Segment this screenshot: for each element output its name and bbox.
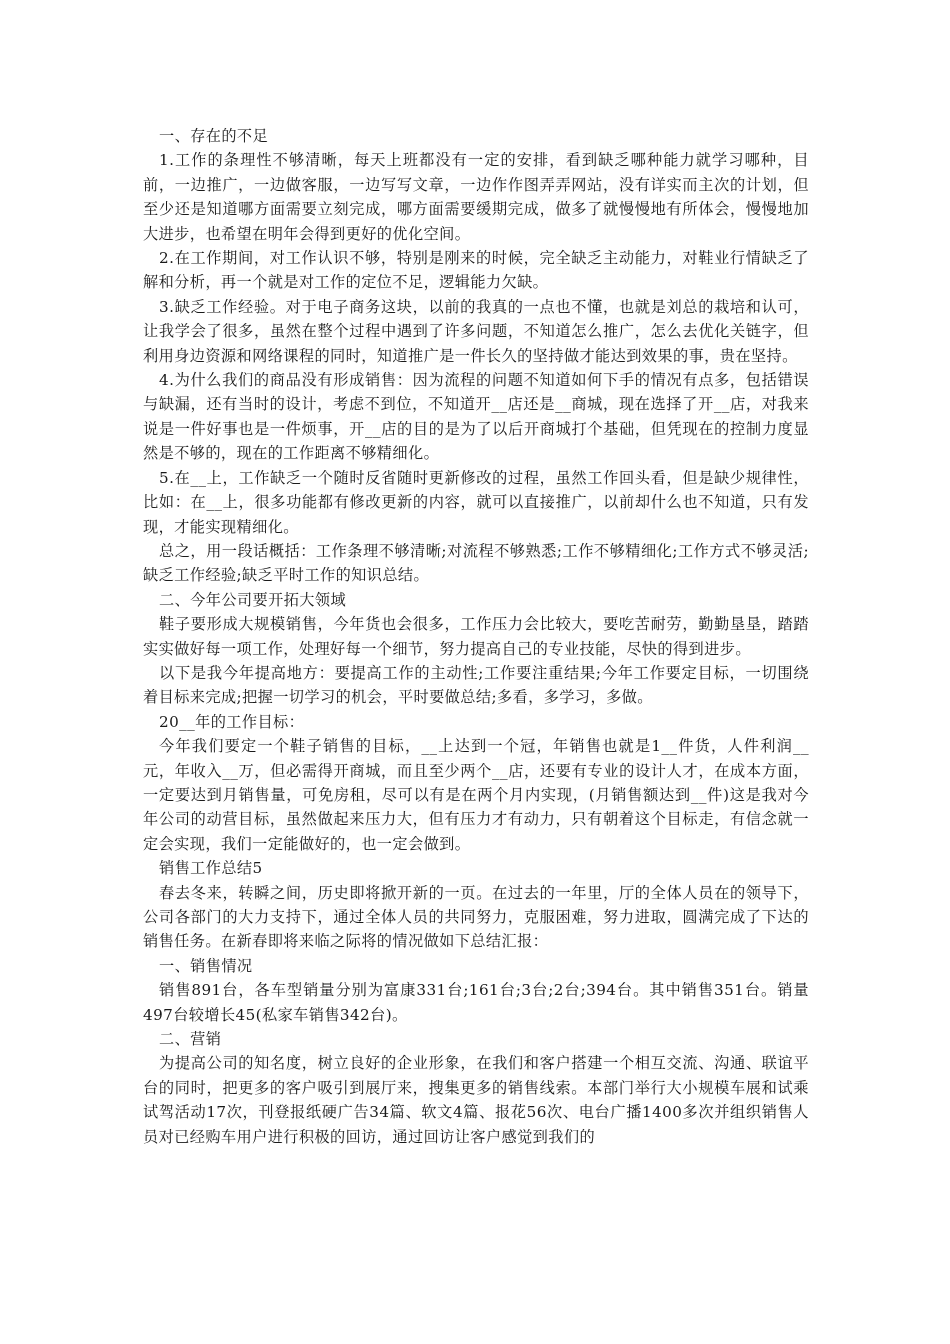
paragraph-point-3: 3.缺乏工作经验。对于电子商务这块，以前的我真的一点也不懂，也就是刘总的栽培和认可，让我学会了很多，虽然在整个过程中遇到了许多问题，不知道怎么推广，怎么去优化关链字，但利用身边资源和网络课程的同时，知道推广是一件长久的坚持做才能达到效果的事，贵在坚持。 bbox=[143, 297, 809, 365]
paragraph-summary: 总之，用一段话概括：工作条理不够清晰;对流程不够熟悉;工作不够精细化;工作方式不够灵活;缺乏工作经验;缺乏平时工作的知识总结。 bbox=[143, 541, 809, 585]
heading-sales-situation: 一、销售情况 bbox=[159, 956, 253, 975]
paragraph-point-5: 5.在__上，工作缺乏一个随时反省随时更新修改的过程，虽然工作回头看，但是缺少规律性，比如：在__上，很多功能都有修改更新的内容，就可以直接推广，以前却什么也不知道，只有发现，才能实现精细化。 bbox=[143, 468, 809, 536]
paragraph-spring-intro: 春去冬来，转瞬之间，历史即将掀开新的一页。在过去的一年里，厅的全体人员在的领导下，公司各部门的大力支持下，通过全体人员的共同努力，克服困难，努力进取，圆满完成了下达的销售任务。在新春即将来临之际将的情况做如下总结汇报： bbox=[143, 883, 809, 951]
heading-work-goals: 20__年的工作目标： bbox=[159, 712, 305, 731]
paragraph-marketing: 为提高公司的知名度，树立良好的企业形象，在我们和客户搭建一个相互交流、沟通、联谊平台的同时，把更多的客户吸引到展厅来，搜集更多的销售线索。本部门举行大小规模车展和试乘试驾活动17次，刊登报纸硬广告34篇、软文4篇、报花56次、电台广播1400多次并组织销售人员对已经购车用户进行积极的回访，通过回访让客户感觉到我们的 bbox=[143, 1054, 809, 1146]
paragraph-sales-figures: 销售891台，各车型销量分别为富康331台;161台;3台;2台;394台。其中销售351台。销量497台较增长45(私家车销售342台)。 bbox=[143, 981, 809, 1024]
paragraph-point-2: 2.在工作期间，对工作认识不够，特别是刚来的时候，完全缺乏主动能力，对鞋业行情缺乏了解和分析，再一个就是对工作的定位不足，逻辑能力欠缺。 bbox=[143, 249, 809, 292]
heading-sales-summary-5: 销售工作总结5 bbox=[159, 859, 263, 878]
heading-expand-fields: 二、今年公司要开拓大领域 bbox=[159, 590, 347, 609]
paragraph-point-4: 4.为什么我们的商品没有形成销售：因为流程的问题不知道如何下手的情况有点多，包括错误与缺漏，还有当时的设计，考虑不到位，不知道开__店还是__商城，现在选择了开__店，对我来说是一件好事也是一件烦事，开__店的目的是为了以后开商城打个基础，但凭现在的控制力度显然是不够的，现在的工作距离不够精细化。 bbox=[143, 371, 809, 463]
paragraph-improvements: 以下是我今年提高地方：要提高工作的主动性;工作要注重结果;今年工作要定目标，一切围绕着目标来完成;把握一切学习的机会，平时要做总结;多看，多学习，多做。 bbox=[143, 663, 809, 707]
heading-shortcomings: 一、存在的不足 bbox=[159, 127, 269, 145]
paragraph-point-1: 1.工作的条理性不够清晰，每天上班都没有一定的安排，看到缺乏哪种能力就学习哪种，目前，一边推广，一边做客服，一边写写文章，一边作作图弄弄网站，没有详实而主次的计划，但至少还是知道哪方面需要立刻完成，哪方面需要缓期完成，做多了就慢慢地有所体会，慢慢地加大进步，也希望在明年会得到更好的优化空间。 bbox=[143, 151, 809, 243]
paragraph-shoe-sales: 鞋子要形成大规模销售，今年货也会很多，工作压力会比较大，要吃苦耐劳，勤勤垦垦，踏踏实实做好每一项工作，处理好每一个细节，努力提高自己的专业技能，尽快的得到进步。 bbox=[143, 615, 809, 658]
heading-marketing: 二、营销 bbox=[159, 1030, 222, 1049]
document-body bbox=[143, 124, 809, 1149]
paragraph-sales-target: 今年我们要定一个鞋子销售的目标，__上达到一个冠，年销售也就是1__件货，人件利润__元，年收入__万，但必需得开商城，而且至少两个__店，还要有专业的设计人才，在成本方面，一定要达到月销售量，可免房租，尽可以有是在两个月内实现，(月销售额达到__件)这是我对今年公司的动营目标，虽然做起来压力大，但有压力才有动力，只有朝着这个目标走，有信念就一定会实现，我们一定能做好的，也一定会做到。 bbox=[143, 737, 809, 853]
